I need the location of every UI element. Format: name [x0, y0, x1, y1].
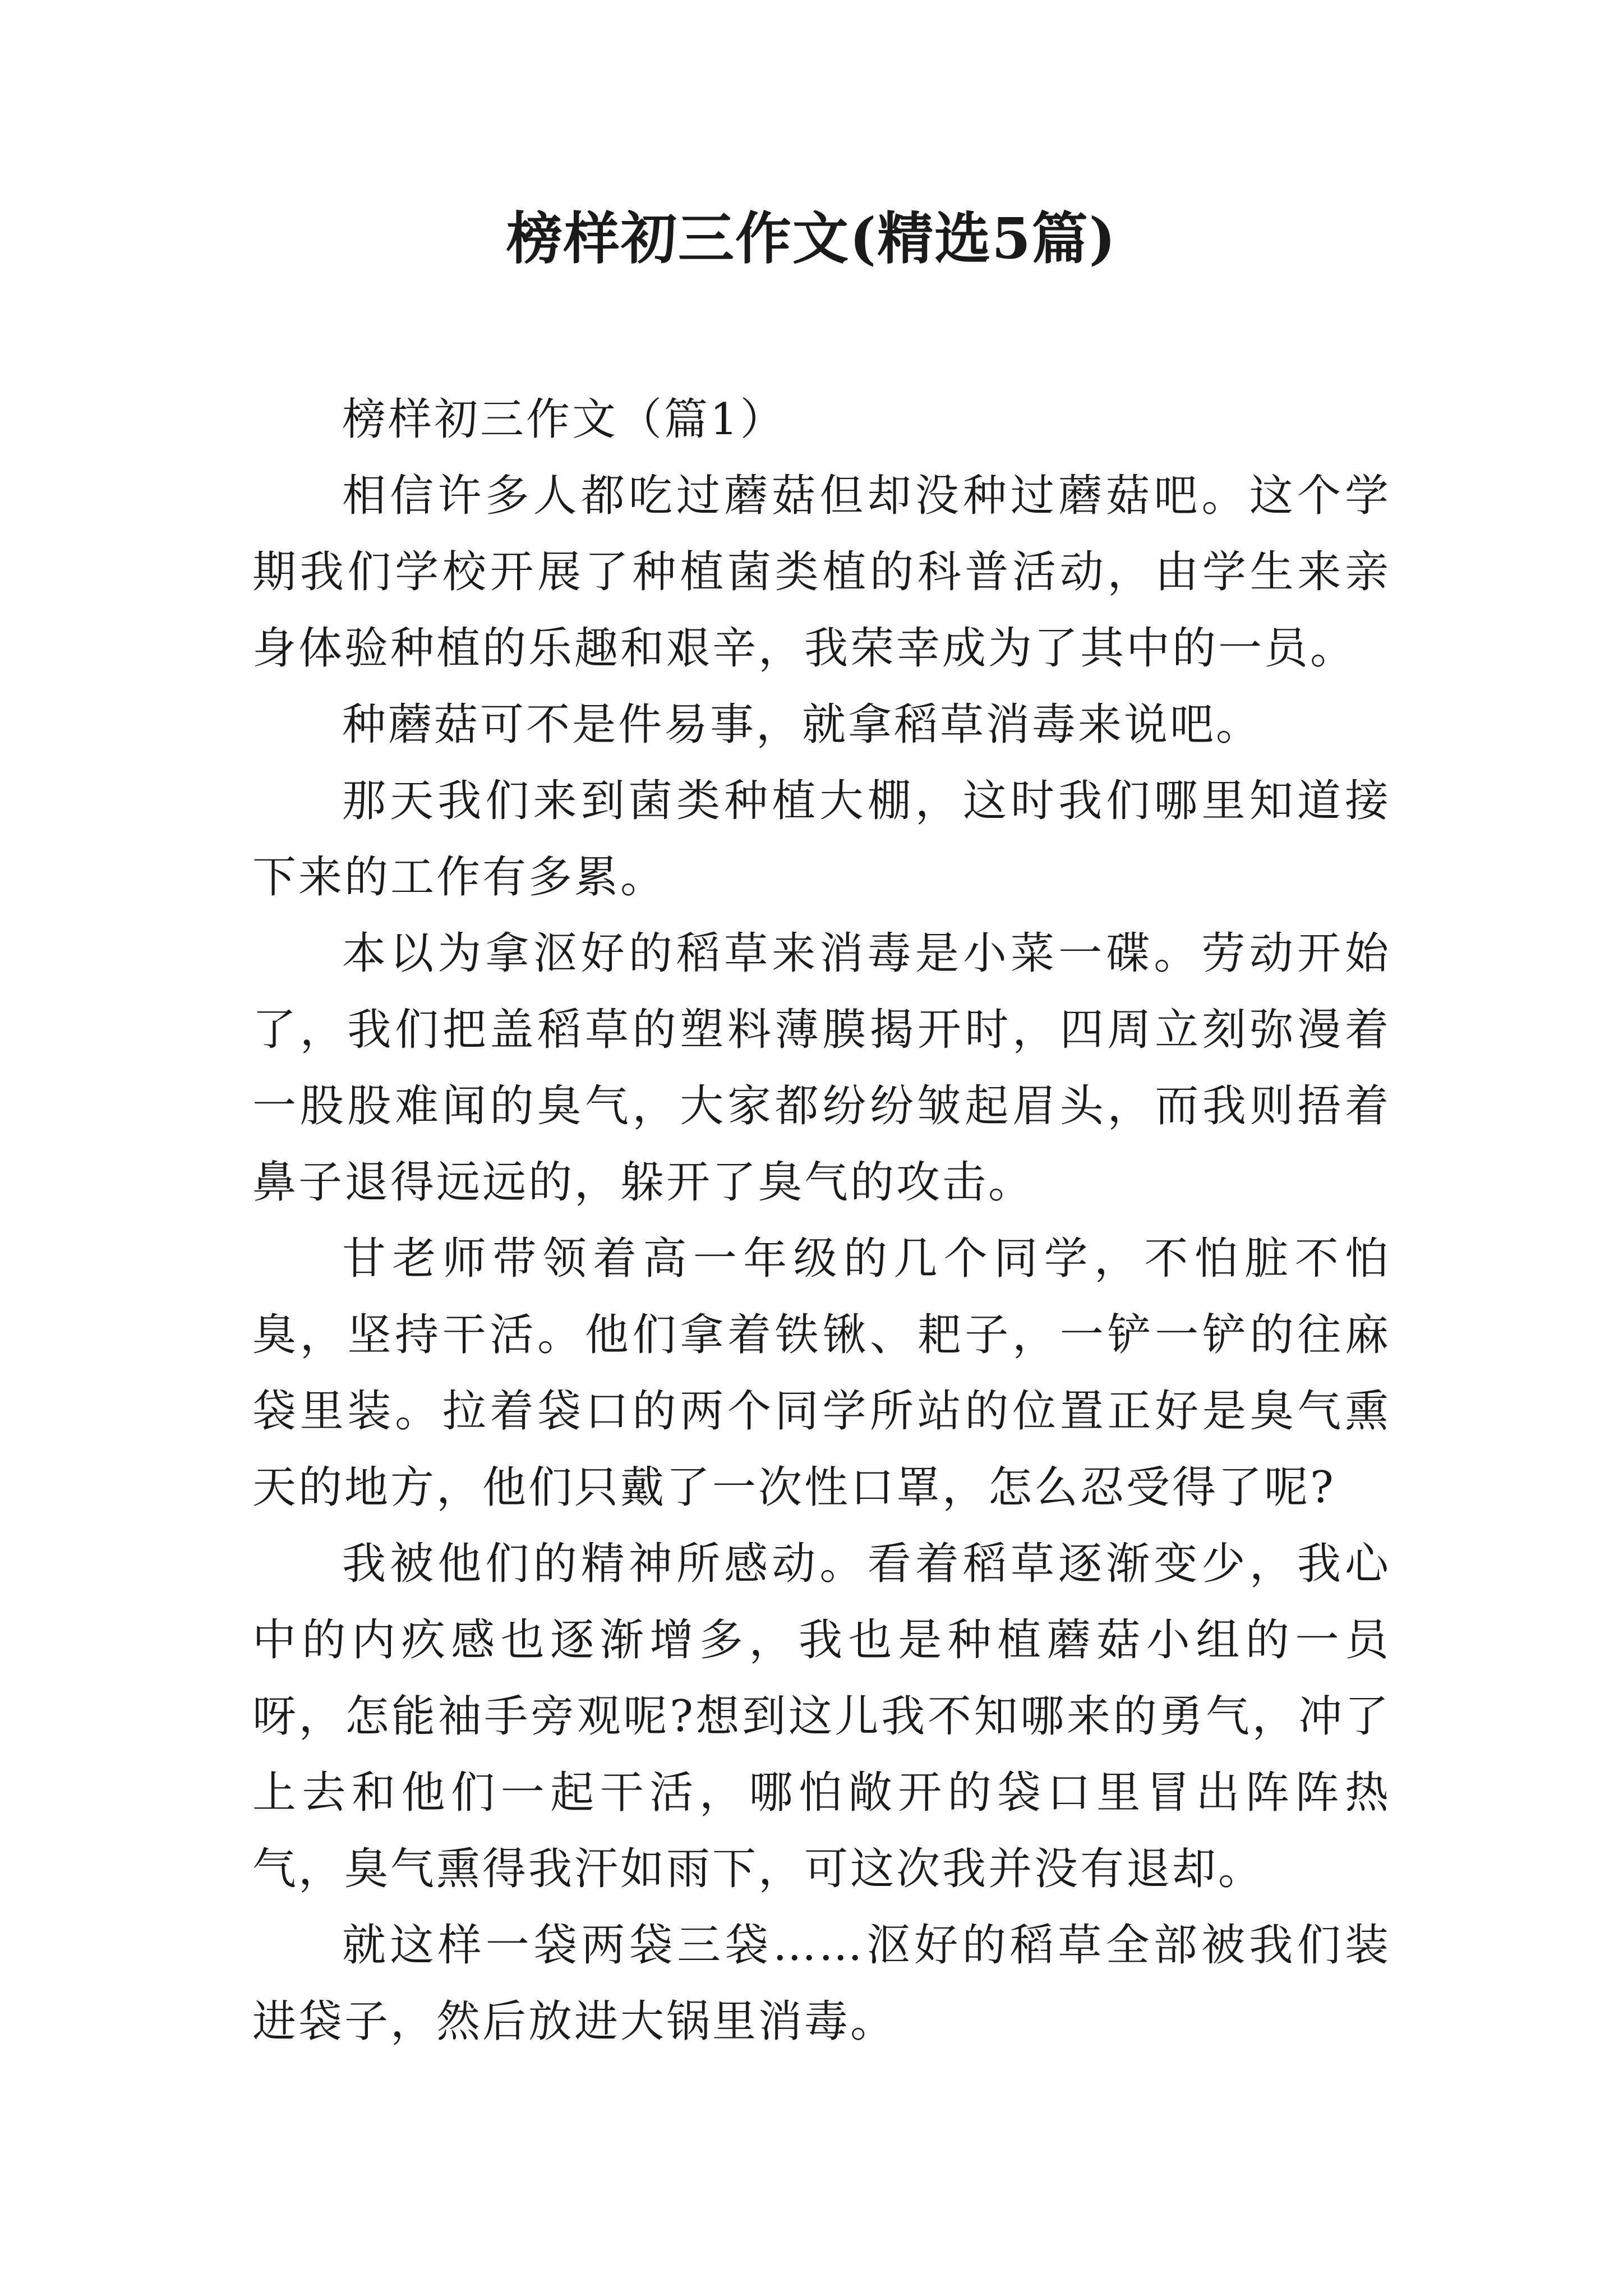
paragraph-7: 就这样一袋两袋三袋……沤好的稻草全部被我们装进袋子，然后放进大锅里消毒。: [252, 1920, 1391, 2047]
document-title: 榜样初三作文(精选5篇): [506, 205, 1117, 272]
paragraph-3: 那天我们来到菌类种植大棚，这时我们哪里知道接下来的工作有多累。: [252, 776, 1391, 903]
section-heading: 榜样初三作文（篇1）: [342, 394, 786, 445]
paragraph-5: 甘老师带领着高一年级的几个同学，不怕脏不怕臭，坚持干活。他们拿着铁锹、耙子，一铲一铲的往麻袋里装。拉着袋口的两个同学所站的位置正好是臭气熏天的地方，他们只戴了一次性口罩，怎么忍受得了呢?: [252, 1234, 1391, 1513]
document-body: [252, 381, 1391, 2060]
paragraph-4: 本以为拿沤好的稻草来消毒是小菜一碟。劳动开始了，我们把盖稻草的塑料薄膜揭开时，四周立刻弥漫着一股股难闻的臭气，大家都纷纷皱起眉头，而我则捂着鼻子退得远远的，躲开了臭气的攻击。: [252, 928, 1391, 1208]
paragraph-1: 相信许多人都吃过蘑菇但却没种过蘑菇吧。这个学期我们学校开展了种植菌类植的科普活动，由学生来亲身体验种植的乐趣和艰辛，我荣幸成为了其中的一员。: [252, 471, 1391, 674]
paragraph-2: 种蘑菇可不是件易事，就拿稻草消毒来说吧。: [342, 700, 1262, 750]
paragraph-6: 我被他们的精神所感动。看着稻草逐渐变少，我心中的内疚感也逐渐增多，我也是种植蘑菇小组的一员呀，怎能袖手旁观呢?想到这儿我不知哪来的勇气，冲了上去和他们一起干活，哪怕敞开的袋口里冒出阵阵热气，臭气熏得我汗如雨下，可这次我并没有退却。: [252, 1539, 1391, 1894]
